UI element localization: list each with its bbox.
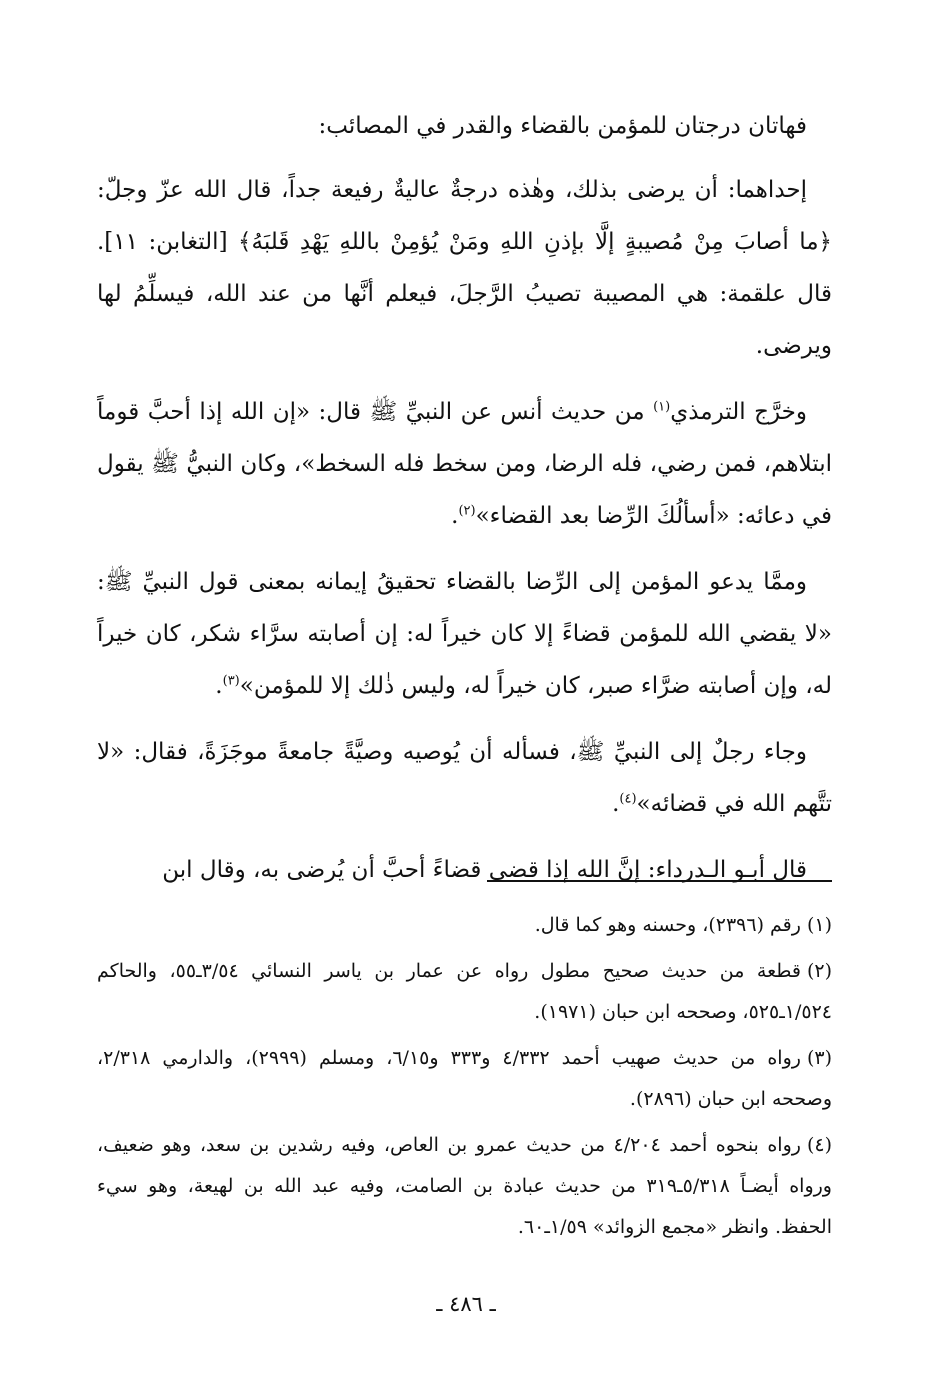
footnotes (97, 905, 832, 1253)
page-number: ـ ٤٨٦ ـ (436, 1292, 496, 1316)
footnote-text: قطعة من حديث صحيح مطول رواه عن عمار بن ياسر النسائي ٣/٥٤ـ٥٥، والحاكم ١/٥٢٤ـ٥٢٥، وصححه ابن حبان (١٩٧١). (97, 960, 832, 1023)
footnote-divider (487, 880, 832, 882)
footnote-marker-4: (٤) (619, 791, 637, 807)
footnote-number: (٣) (806, 1047, 832, 1069)
footnote-4 (97, 1125, 832, 1248)
paragraph-1: إحداهما: أن يرضى بذلك، وهٰذه درجةٌ عاليةٌ رفيعة جداً، قال الله عزّ وجلّ: ﴿ما أصابَ مِنْ مُصيبةٍ إلَّا بإذنِ اللهِ ومَنْ يُؤمِنْ باللهِ يَهْدِ قَلبَهُ﴾ [التغابن: ١١]. قال علقمة: هي المصيبة تصيبُ الرَّجلَ، فيعلم أنَّها من عند الله، فيسلِّمُ لها ويرضى. (97, 177, 832, 359)
footnote-2 (97, 951, 832, 1033)
main-text (97, 100, 832, 910)
paragraph-2 (97, 386, 832, 542)
paragraph-4 (97, 726, 832, 830)
footnote-number: (٤) (806, 1134, 832, 1156)
paragraph-2-text-a: وخرَّج الترمذي (670, 399, 807, 425)
footnote-number: (١) (806, 914, 832, 936)
paragraph-2-text-c: . (451, 503, 459, 529)
paragraph-3-text-b: . (215, 673, 223, 699)
footnote-1 (97, 905, 832, 946)
footnote-3 (97, 1038, 832, 1120)
footnote-text: رواه من حديث صهيب أحمد ٤/٣٣٢ و٣٣٣ و٦/١٥، ومسلم (٢٩٩٩)، والدارمي ٢/٣١٨، وصححه ابن حبان (٢٨٩٦). (97, 1047, 832, 1110)
paragraph-5: قال أبـو الـدرداء: إنَّ الله إذا قضى قضاءً أحبَّ أن يُرضى به، وقال ابن (162, 857, 807, 883)
footnote-marker-2: (٢) (458, 503, 476, 519)
footnote-text: رقم (٢٣٩٦)، وحسنه وهو كما قال. (534, 914, 801, 936)
footnote-marker-3: (٣) (222, 673, 240, 689)
footnote-marker-1: (١) (653, 399, 671, 415)
footnote-text: رواه بنحوه أحمد ٤/٢٠٤ من حديث عمرو بن العاص، وفيه رشدين بن سعد، وهو ضعيف، ورواه أيضـاً ٥/٣١٨ـ٣١٩ من حديث عبادة بن الصامت، وفيه عبد الله بن لهيعة، وهو سيء الحفظ. وانظر «مجمع الزوائد» ١/٥٩ـ٦٠. (97, 1134, 832, 1238)
paragraph-3-text-a: وممَّا يدعو المؤمن إلى الرِّضا بالقضاء تحقيقُ إيمانه بمعنى قول النبيِّ ﷺ: «لا يقضي الله للمؤمن قضاءً إلا كان خيراً له: إن أصابته سرَّاء شكر، كان خيراً له، وإن أصابته ضرَّاء صبر، كان خيراً له، وليس ذٰلك إلا للمؤمن» (97, 569, 832, 699)
paragraph-2-text-b: من حديث أنس عن النبيِّ ﷺ قال: «إن الله إذا أحبَّ قوماً ابتلاهم، فمن رضي، فله الرضا، ومن سخط فله السخط»، وكان النبيُّ ﷺ يقول في دعائه: «أسألُكَ الرِّضا بعد القضاء» (97, 399, 832, 529)
footnote-number: (٢) (806, 960, 832, 982)
intro-paragraph: فهاتان درجتان للمؤمن بالقضاء والقدر في المصائب: (318, 113, 807, 139)
paragraph-3 (97, 556, 832, 712)
paragraph-4-text-a: وجاء رجلٌ إلى النبيِّ ﷺ، فسأله أن يُوصيه وصيَّةً جامعةً موجَزَةً، فقال: «لا تتَّهم الله في قضائه» (97, 739, 832, 817)
paragraph-4-text-b: . (612, 791, 620, 817)
